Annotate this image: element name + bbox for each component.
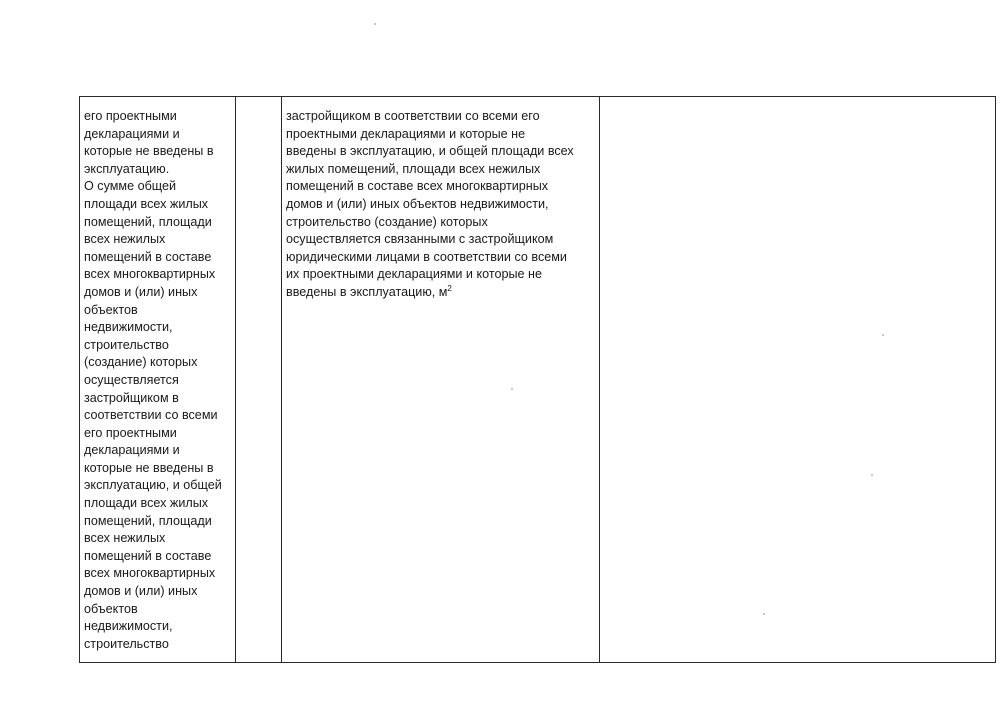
table-row — [80, 97, 996, 663]
document-table — [79, 96, 996, 663]
table-cell-empty — [236, 97, 282, 663]
cell-text — [282, 97, 599, 302]
indicator-text: застройщиком в соответствии со всеми его проектными декларациями и которые не введены в эксплуатацию, и общей площади всех жилых помещений, площади всех нежилых помещений в составе всех многоквартирных домов и (или) иных объектов недвижимости, строительство (создание) которых осуществляется связанными с застройщиком юридическими лицами в соответствии со всеми их проектными декларациями и которые не введены в эксплуатацию, м — [286, 109, 574, 299]
scan-speck — [871, 474, 873, 476]
table-cell-indicator — [282, 97, 600, 663]
table-cell-description — [80, 97, 236, 663]
scan-speck — [511, 388, 513, 390]
scan-speck — [374, 23, 376, 25]
cell-text: его проектными декларациями и которые не введены в эксплуатацию. О сумме общей площади всех жилых помещений, площади всех нежилых помещений в составе всех многоквартирных домов и (или) иных объектов недвижимости, строительство (создание) которых осуществляется застройщиком в соответствии со всеми его проектными декларациями и которые не введены в эксплуатацию, и общей площади всех жилых помещений, площади всех нежилых помещений в составе всех многоквартирных домов и (или) иных объектов недвижимости, строительство — [84, 109, 222, 651]
table-cell-empty — [600, 97, 996, 663]
scan-speck — [882, 334, 884, 336]
unit-superscript: 2 — [447, 283, 452, 293]
scan-speck — [763, 613, 765, 615]
